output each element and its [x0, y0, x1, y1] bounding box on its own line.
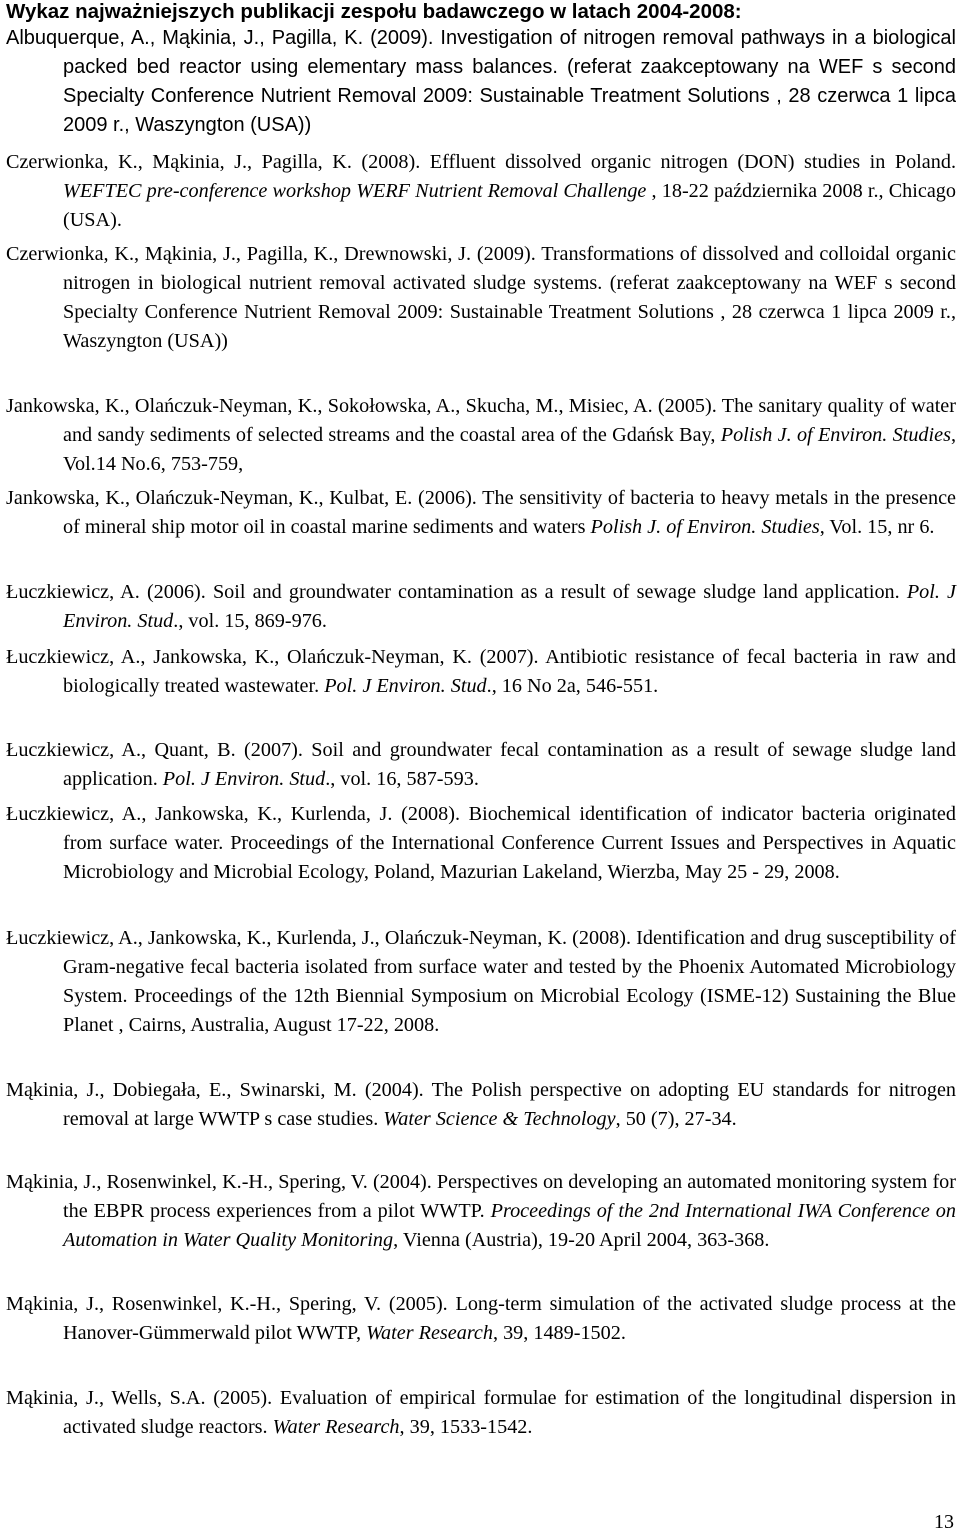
reference-entry [6, 148, 956, 235]
page-number: 13 [934, 1511, 954, 1533]
entry-text: Mąkinia, J., Dobiegała, E., Swinarski, M. (2004). The Polish perspective on adopting EU standards for nitrogen removal at large WWTP s case studies. [6, 1079, 956, 1130]
entry-text: Czerwionka, K., Mąkinia, J., Pagilla, K., Drewnowski, J. (2009). Transformations of dissolved and colloidal organic nitrogen in biological nutrient removal activated sludge systems. (referat zaakceptowany na WEF s second Specialty Conference Nutrient Removal 2009: Sustainable Treatment Solutions , 28 czerwca 1 lipca 2009 r., Waszyngton (USA)) [6, 243, 956, 352]
page-heading: Wykaz najważniejszych publikacji zespołu badawczego w latach 2004-2008: [6, 0, 742, 23]
entry-text: Łuczkiewicz, A., Quant, B. (2007). Soil and groundwater fecal contamination as a result of sewage sludge land application. [6, 739, 956, 790]
reference-entry [6, 1168, 956, 1255]
entry-italic-text: WEFTEC pre-conference workshop WERF Nutrient Removal Challenge [63, 180, 647, 202]
entry-text: Mąkinia, J., Rosenwinkel, K.-H., Spering, V. (2004). Perspectives on developing an automated monitoring system for the EBPR process experiences from a pilot WWTP. [6, 1171, 956, 1222]
entry-text: Albuquerque, A., Mąkinia, J., Pagilla, K. (2009). Investigation of nitrogen removal pathways in a biological packed bed reactor using elementary mass balances. (referat zaakceptowany na WEF s second Specialty Conference Nutrient Removal 2009: Sustainable Treatment Solutions , 28 czerwca 1 lipca 2009 r., Waszyngton (USA)) [6, 27, 956, 136]
entry-text: , Vol.14 No.6, 753-759, [63, 424, 956, 475]
entry-text: Łuczkiewicz, A. (2006). Soil and groundwater contamination as a result of sewage sludge land application. [6, 581, 907, 603]
entry-text: Jankowska, K., Olańczuk-Neyman, K., Kulbat, E. (2006). The sensitivity of bacteria to heavy metals in the presence of mineral ship motor oil in coastal marine sediments and waters [6, 487, 956, 538]
entry-text: ., 16 No 2a, 546-551. [486, 675, 659, 697]
entry-text: Jankowska, K., Olańczuk-Neyman, K., Sokołowska, A., Skucha, M., Misiec, A. (2005). The sanitary quality of water and sandy sediments of selected streams and the coastal area of the Gdańsk Bay, [6, 395, 956, 446]
entry-italic-text: Pol. J Environ. Stud [162, 768, 326, 790]
entry-text: Czerwionka, K., Mąkinia, J., Pagilla, K. (2008). Effluent dissolved organic nitrogen (DON) studies in Poland. [6, 151, 956, 173]
entry-text: Łuczkiewicz, A., Jankowska, K., Kurlenda, J. (2008). Biochemical identification of indicator bacteria originated from surface water. Proceedings of the International Conference Current Issues and Perspectives in Aquatic Microbiology and Microbial Ecology, Poland, Mazurian Lakeland, Wierzba, May 25 - 29, 2008. [6, 803, 956, 883]
entry-italic-text: Water Science & Technology [383, 1108, 616, 1130]
entry-italic-text: Water Research [366, 1322, 493, 1344]
reference-entry [6, 24, 956, 140]
reference-entry [6, 924, 956, 1040]
reference-entry [6, 1076, 956, 1134]
entry-italic-text: Polish J. of Environ. Studies [720, 424, 951, 446]
entry-italic-text: Water Research [272, 1416, 400, 1438]
entry-text: ., vol. 15, 869-976. [173, 610, 327, 632]
reference-entry [6, 240, 956, 356]
reference-entry [6, 392, 956, 479]
entry-text: Łuczkiewicz, A., Jankowska, K., Kurlenda, J., Olańczuk-Neyman, K. (2008). Identification and drug susceptibility of Gram-negative fecal bacteria isolated from surface water and tested by the Phoenix Automated Microbiology System. Proceedings of the 12th Biennial Symposium on Microbial Ecology (ISME-12) Sustaining the Blue Planet , Cairns, Australia, August 17-22, 2008. [6, 927, 956, 1036]
reference-entry [6, 736, 956, 794]
entry-text: , 39, 1533-1542. [399, 1416, 533, 1438]
reference-entry [6, 578, 956, 636]
entry-text: Łuczkiewicz, A., Jankowska, K., Olańczuk-Neyman, K. (2007). Antibiotic resistance of fecal bacteria in raw and biologically treated wastewater. [6, 646, 956, 697]
entry-text: , 50 (7), 27-34. [615, 1108, 737, 1130]
entry-italic-text: Polish J. of Environ. Studies [590, 516, 820, 538]
reference-entry [6, 1384, 956, 1442]
entry-text: Mąkinia, J., Wells, S.A. (2005). Evaluation of empirical formulae for estimation of the longitudinal dispersion in activated sludge reactors. [6, 1387, 956, 1438]
entry-italic-text: Pol. J Environ. Stud [324, 675, 487, 697]
entry-italic-text: Pol. J Environ. Stud [63, 581, 956, 632]
entry-text: , Vienna (Austria), 19-20 April 2004, 363-368. [393, 1229, 770, 1251]
entry-text: , Vol. 15, nr 6. [819, 516, 935, 538]
entry-text: ., vol. 16, 587-593. [325, 768, 479, 790]
reference-entry [6, 1290, 956, 1348]
entry-text: , 18-22 października 2008 r., Chicago (USA). [63, 180, 956, 231]
reference-entry [6, 484, 956, 542]
entry-text: Mąkinia, J., Rosenwinkel, K.-H., Spering, V. (2005). Long-term simulation of the activated sludge process at the Hanover-Gümmerwald pilot WWTP, [6, 1293, 956, 1344]
entry-text: , 39, 1489-1502. [492, 1322, 626, 1344]
reference-entry [6, 643, 956, 701]
entry-italic-text: Proceedings of the 2nd International IWA Conference on Automation in Water Quality Monitoring [63, 1200, 956, 1251]
reference-entry [6, 800, 956, 887]
